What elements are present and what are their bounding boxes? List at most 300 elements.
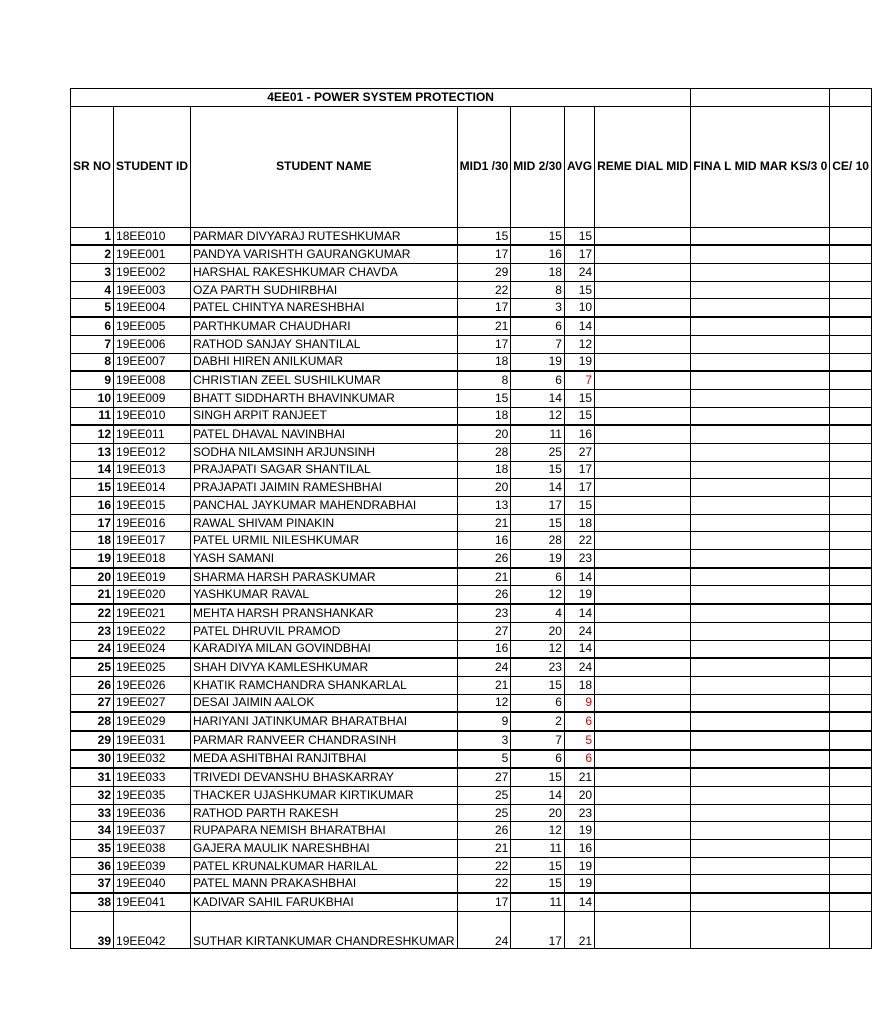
student-name-cell: PATEL DHAVAL NAVINBHAI xyxy=(191,425,458,443)
sr-no-cell: 34 xyxy=(71,822,114,840)
avg-cell: 20 xyxy=(564,787,594,805)
final-mid-cell xyxy=(691,317,830,335)
student-id-cell: 19EE029 xyxy=(114,712,191,731)
avg-cell: 18 xyxy=(564,676,594,694)
remedial-mid-cell xyxy=(595,550,691,568)
remedial-mid-cell xyxy=(595,694,691,712)
avg-cell: 15 xyxy=(564,407,594,425)
student-name-cell: SHARMA HARSH PARASKUMAR xyxy=(191,568,458,586)
student-id-cell: 19EE013 xyxy=(114,461,191,479)
student-name-cell: SINGH ARPIT RANJEET xyxy=(191,407,458,425)
final-mid-cell xyxy=(691,532,830,550)
sr-no-cell: 17 xyxy=(71,514,114,532)
student-name-cell: KADIVAR SAHIL FARUKBHAI xyxy=(191,893,458,911)
student-id-cell: 19EE040 xyxy=(114,875,191,893)
final-mid-cell xyxy=(691,768,830,786)
student-name-cell: SUTHAR KIRTANKUMAR CHANDRESHKUMAR xyxy=(191,911,458,948)
mid2-cell: 15 xyxy=(511,227,565,245)
ce-cell xyxy=(830,461,872,479)
student-id-cell: 19EE006 xyxy=(114,335,191,353)
ce-cell xyxy=(830,804,872,822)
table-row xyxy=(71,227,872,245)
mid1-cell: 26 xyxy=(457,586,511,604)
mid1-cell: 26 xyxy=(457,550,511,568)
final-mid-cell xyxy=(691,804,830,822)
ce-cell xyxy=(830,768,872,786)
mid1-cell: 27 xyxy=(457,622,511,640)
remedial-mid-cell xyxy=(595,407,691,425)
final-mid-cell xyxy=(691,875,830,893)
student-name-cell: PARMAR RANVEER CHANDRASINH xyxy=(191,731,458,750)
ce-cell xyxy=(830,353,872,371)
table-row xyxy=(71,425,872,443)
remedial-mid-cell xyxy=(595,479,691,497)
ce-cell xyxy=(830,911,872,948)
remedial-mid-cell xyxy=(595,712,691,731)
mid1-cell: 25 xyxy=(457,787,511,805)
student-name-cell: KHATIK RAMCHANDRA SHANKARLAL xyxy=(191,676,458,694)
ce-cell xyxy=(830,335,872,353)
sr-no-cell: 21 xyxy=(71,586,114,604)
ce-cell xyxy=(830,712,872,731)
mid1-cell: 25 xyxy=(457,804,511,822)
final-mid-cell xyxy=(691,676,830,694)
remedial-mid-cell xyxy=(595,640,691,658)
mid2-cell: 15 xyxy=(511,461,565,479)
final-mid-cell xyxy=(691,586,830,604)
mid1-cell: 17 xyxy=(457,335,511,353)
student-name-cell: DESAI JAIMIN AALOK xyxy=(191,694,458,712)
mid2-cell: 6 xyxy=(511,750,565,769)
ce-cell xyxy=(830,694,872,712)
ce-cell xyxy=(830,479,872,497)
avg-cell: 15 xyxy=(564,281,594,299)
ce-cell xyxy=(830,822,872,840)
student-name-cell: PARMAR DIVYARAJ RUTESHKUMAR xyxy=(191,227,458,245)
final-mid-cell xyxy=(691,550,830,568)
ce-cell xyxy=(830,514,872,532)
header-ce: CE/ 10 xyxy=(830,106,872,227)
remedial-mid-cell xyxy=(595,317,691,335)
header-avg: AVG xyxy=(564,106,594,227)
remedial-mid-cell xyxy=(595,461,691,479)
avg-cell: 15 xyxy=(564,389,594,407)
mid2-cell: 15 xyxy=(511,676,565,694)
table-row xyxy=(71,479,872,497)
mid2-cell: 6 xyxy=(511,371,565,389)
table-row xyxy=(71,822,872,840)
sr-no-cell: 39 xyxy=(71,911,114,948)
sr-no-cell: 16 xyxy=(71,497,114,515)
final-mid-cell xyxy=(691,822,830,840)
table-row xyxy=(71,568,872,586)
mid2-cell: 15 xyxy=(511,768,565,786)
ce-cell xyxy=(830,227,872,245)
table-row xyxy=(71,712,872,731)
mid1-cell: 17 xyxy=(457,893,511,911)
sr-no-cell: 38 xyxy=(71,893,114,911)
mid2-cell: 7 xyxy=(511,335,565,353)
title-row xyxy=(71,89,872,107)
student-id-cell: 18EE010 xyxy=(114,227,191,245)
avg-cell: 19 xyxy=(564,857,594,875)
mid1-cell: 13 xyxy=(457,497,511,515)
avg-cell: 24 xyxy=(564,658,594,676)
sr-no-cell: 22 xyxy=(71,604,114,622)
mid2-cell: 19 xyxy=(511,353,565,371)
table-row xyxy=(71,731,872,750)
mid2-cell: 6 xyxy=(511,317,565,335)
ce-cell xyxy=(830,875,872,893)
sr-no-cell: 2 xyxy=(71,245,114,263)
table-row xyxy=(71,264,872,282)
mid1-cell: 15 xyxy=(457,389,511,407)
mid2-cell: 4 xyxy=(511,604,565,622)
ce-cell xyxy=(830,893,872,911)
ce-cell xyxy=(830,532,872,550)
sr-no-cell: 11 xyxy=(71,407,114,425)
mid2-cell: 12 xyxy=(511,822,565,840)
table-row xyxy=(71,389,872,407)
header-student-id: STUDENT ID xyxy=(114,106,191,227)
avg-cell: 15 xyxy=(564,227,594,245)
final-mid-cell xyxy=(691,568,830,586)
mid1-cell: 9 xyxy=(457,712,511,731)
student-name-cell: YASH SAMANI xyxy=(191,550,458,568)
avg-cell: 17 xyxy=(564,479,594,497)
student-id-cell: 19EE042 xyxy=(114,911,191,948)
mid1-cell: 23 xyxy=(457,604,511,622)
mid1-cell: 21 xyxy=(457,317,511,335)
final-mid-cell xyxy=(691,731,830,750)
remedial-mid-cell xyxy=(595,245,691,263)
mid1-cell: 18 xyxy=(457,461,511,479)
remedial-mid-cell xyxy=(595,532,691,550)
avg-cell: 19 xyxy=(564,822,594,840)
sr-no-cell: 15 xyxy=(71,479,114,497)
remedial-mid-cell xyxy=(595,822,691,840)
table-row xyxy=(71,694,872,712)
mid1-cell: 24 xyxy=(457,658,511,676)
mid2-cell: 17 xyxy=(511,911,565,948)
ce-cell xyxy=(830,497,872,515)
student-id-cell: 19EE017 xyxy=(114,532,191,550)
remedial-mid-cell xyxy=(595,586,691,604)
mid1-cell: 16 xyxy=(457,640,511,658)
student-id-cell: 19EE003 xyxy=(114,281,191,299)
table-row xyxy=(71,514,872,532)
mid2-cell: 14 xyxy=(511,389,565,407)
sr-no-cell: 18 xyxy=(71,532,114,550)
remedial-mid-cell xyxy=(595,299,691,317)
sr-no-cell: 32 xyxy=(71,787,114,805)
student-name-cell: PRAJAPATI SAGAR SHANTILAL xyxy=(191,461,458,479)
student-name-cell: SODHA NILAMSINH ARJUNSINH xyxy=(191,443,458,461)
table-row xyxy=(71,550,872,568)
student-id-cell: 19EE001 xyxy=(114,245,191,263)
avg-cell: 15 xyxy=(564,497,594,515)
student-name-cell: RATHOD PARTH RAKESH xyxy=(191,804,458,822)
final-mid-cell xyxy=(691,514,830,532)
table-row xyxy=(71,893,872,911)
mid1-cell: 21 xyxy=(457,568,511,586)
sr-no-cell: 25 xyxy=(71,658,114,676)
student-name-cell: PATEL URMIL NILESHKUMAR xyxy=(191,532,458,550)
final-mid-cell xyxy=(691,694,830,712)
final-mid-cell xyxy=(691,622,830,640)
sr-no-cell: 36 xyxy=(71,857,114,875)
final-mid-cell xyxy=(691,264,830,282)
student-name-cell: CHRISTIAN ZEEL SUSHILKUMAR xyxy=(191,371,458,389)
table-row xyxy=(71,353,872,371)
mid1-cell: 22 xyxy=(457,281,511,299)
sr-no-cell: 20 xyxy=(71,568,114,586)
sheet-title: 4EE01 - POWER SYSTEM PROTECTION xyxy=(71,89,691,107)
ce-cell xyxy=(830,371,872,389)
mid1-cell: 29 xyxy=(457,264,511,282)
student-name-cell: MEHTA HARSH PRANSHANKAR xyxy=(191,604,458,622)
ce-cell xyxy=(830,676,872,694)
table-row xyxy=(71,622,872,640)
ce-cell xyxy=(830,425,872,443)
remedial-mid-cell xyxy=(595,425,691,443)
mid1-cell: 17 xyxy=(457,299,511,317)
table-row xyxy=(71,245,872,263)
mid2-cell: 25 xyxy=(511,443,565,461)
final-mid-cell xyxy=(691,389,830,407)
mid2-cell: 17 xyxy=(511,497,565,515)
mid1-cell: 21 xyxy=(457,514,511,532)
table-row xyxy=(71,461,872,479)
mid1-cell: 8 xyxy=(457,371,511,389)
sr-no-cell: 29 xyxy=(71,731,114,750)
table-row xyxy=(71,299,872,317)
avg-cell: 21 xyxy=(564,911,594,948)
remedial-mid-cell xyxy=(595,371,691,389)
mid2-cell: 12 xyxy=(511,640,565,658)
remedial-mid-cell xyxy=(595,264,691,282)
table-row xyxy=(71,586,872,604)
remedial-mid-cell xyxy=(595,497,691,515)
sr-no-cell: 10 xyxy=(71,389,114,407)
avg-cell: 9 xyxy=(564,694,594,712)
table-row xyxy=(71,407,872,425)
student-id-cell: 19EE019 xyxy=(114,568,191,586)
ce-cell xyxy=(830,857,872,875)
mid1-cell: 20 xyxy=(457,479,511,497)
ce-cell xyxy=(830,586,872,604)
remedial-mid-cell xyxy=(595,335,691,353)
student-id-cell: 19EE039 xyxy=(114,857,191,875)
mid2-cell: 15 xyxy=(511,514,565,532)
student-id-cell: 19EE011 xyxy=(114,425,191,443)
mid2-cell: 16 xyxy=(511,245,565,263)
student-name-cell: PATEL KRUNALKUMAR HARILAL xyxy=(191,857,458,875)
mid2-cell: 23 xyxy=(511,658,565,676)
student-id-cell: 19EE026 xyxy=(114,676,191,694)
sr-no-cell: 31 xyxy=(71,768,114,786)
final-mid-cell xyxy=(691,245,830,263)
final-mid-cell xyxy=(691,658,830,676)
avg-cell: 23 xyxy=(564,550,594,568)
avg-cell: 27 xyxy=(564,443,594,461)
sr-no-cell: 4 xyxy=(71,281,114,299)
student-id-cell: 19EE002 xyxy=(114,264,191,282)
student-id-cell: 19EE022 xyxy=(114,622,191,640)
empty-cell xyxy=(830,89,872,107)
student-id-cell: 19EE031 xyxy=(114,731,191,750)
table-row xyxy=(71,335,872,353)
student-id-cell: 19EE038 xyxy=(114,840,191,858)
sr-no-cell: 7 xyxy=(71,335,114,353)
mid2-cell: 6 xyxy=(511,694,565,712)
avg-cell: 22 xyxy=(564,532,594,550)
mid1-cell: 26 xyxy=(457,822,511,840)
student-id-cell: 19EE032 xyxy=(114,750,191,769)
avg-cell: 24 xyxy=(564,264,594,282)
remedial-mid-cell xyxy=(595,227,691,245)
student-id-cell: 19EE033 xyxy=(114,768,191,786)
student-name-cell: RAWAL SHIVAM PINAKIN xyxy=(191,514,458,532)
avg-cell: 17 xyxy=(564,461,594,479)
remedial-mid-cell xyxy=(595,658,691,676)
ce-cell xyxy=(830,389,872,407)
mid1-cell: 24 xyxy=(457,911,511,948)
sr-no-cell: 33 xyxy=(71,804,114,822)
student-name-cell: DABHI HIREN ANILKUMAR xyxy=(191,353,458,371)
student-id-cell: 19EE016 xyxy=(114,514,191,532)
final-mid-cell xyxy=(691,335,830,353)
mid2-cell: 8 xyxy=(511,281,565,299)
sr-no-cell: 1 xyxy=(71,227,114,245)
student-id-cell: 19EE010 xyxy=(114,407,191,425)
ce-cell xyxy=(830,317,872,335)
avg-cell: 14 xyxy=(564,893,594,911)
remedial-mid-cell xyxy=(595,676,691,694)
sr-no-cell: 6 xyxy=(71,317,114,335)
sr-no-cell: 37 xyxy=(71,875,114,893)
final-mid-cell xyxy=(691,750,830,769)
student-id-cell: 19EE020 xyxy=(114,586,191,604)
remedial-mid-cell xyxy=(595,389,691,407)
header-mid2: MID 2/30 xyxy=(511,106,565,227)
student-id-cell: 19EE009 xyxy=(114,389,191,407)
mid2-cell: 14 xyxy=(511,479,565,497)
marks-table xyxy=(70,88,872,949)
student-name-cell: GAJERA MAULIK NARESHBHAI xyxy=(191,840,458,858)
mid2-cell: 2 xyxy=(511,712,565,731)
student-name-cell: PARTHKUMAR CHAUDHARI xyxy=(191,317,458,335)
ce-cell xyxy=(830,840,872,858)
final-mid-cell xyxy=(691,857,830,875)
sr-no-cell: 30 xyxy=(71,750,114,769)
student-name-cell: SHAH DIVYA KAMLESHKUMAR xyxy=(191,658,458,676)
avg-cell: 10 xyxy=(564,299,594,317)
ce-cell xyxy=(830,640,872,658)
remedial-mid-cell xyxy=(595,731,691,750)
mid2-cell: 12 xyxy=(511,586,565,604)
ce-cell xyxy=(830,658,872,676)
header-final-mid-marks: FINA L MID MAR KS/3 0 xyxy=(691,106,830,227)
ce-cell xyxy=(830,787,872,805)
sr-no-cell: 24 xyxy=(71,640,114,658)
sr-no-cell: 13 xyxy=(71,443,114,461)
remedial-mid-cell xyxy=(595,443,691,461)
mid2-cell: 3 xyxy=(511,299,565,317)
avg-cell: 17 xyxy=(564,245,594,263)
table-row xyxy=(71,317,872,335)
student-name-cell: PRAJAPATI JAIMIN RAMESHBHAI xyxy=(191,479,458,497)
avg-cell: 6 xyxy=(564,750,594,769)
student-name-cell: PATEL MANN PRAKASHBHAI xyxy=(191,875,458,893)
final-mid-cell xyxy=(691,299,830,317)
student-id-cell: 19EE021 xyxy=(114,604,191,622)
student-id-cell: 19EE004 xyxy=(114,299,191,317)
table-row xyxy=(71,911,872,948)
remedial-mid-cell xyxy=(595,768,691,786)
table-row xyxy=(71,875,872,893)
table-row xyxy=(71,604,872,622)
remedial-mid-cell xyxy=(595,875,691,893)
final-mid-cell xyxy=(691,712,830,731)
mid1-cell: 21 xyxy=(457,676,511,694)
student-name-cell: KARADIYA MILAN GOVINDBHAI xyxy=(191,640,458,658)
final-mid-cell xyxy=(691,461,830,479)
remedial-mid-cell xyxy=(595,604,691,622)
final-mid-cell xyxy=(691,893,830,911)
student-id-cell: 19EE015 xyxy=(114,497,191,515)
student-id-cell: 19EE035 xyxy=(114,787,191,805)
mid1-cell: 15 xyxy=(457,227,511,245)
final-mid-cell xyxy=(691,353,830,371)
avg-cell: 12 xyxy=(564,335,594,353)
ce-cell xyxy=(830,568,872,586)
table-row xyxy=(71,281,872,299)
ce-cell xyxy=(830,281,872,299)
final-mid-cell xyxy=(691,640,830,658)
ce-cell xyxy=(830,299,872,317)
student-name-cell: HARIYANI JATINKUMAR BHARATBHAI xyxy=(191,712,458,731)
table-row xyxy=(71,443,872,461)
mid2-cell: 15 xyxy=(511,875,565,893)
ce-cell xyxy=(830,550,872,568)
mid2-cell: 11 xyxy=(511,840,565,858)
table-row xyxy=(71,804,872,822)
sr-no-cell: 3 xyxy=(71,264,114,282)
sr-no-cell: 26 xyxy=(71,676,114,694)
student-name-cell: THACKER UJASHKUMAR KIRTIKUMAR xyxy=(191,787,458,805)
mid1-cell: 5 xyxy=(457,750,511,769)
ce-cell xyxy=(830,407,872,425)
student-name-cell: BHATT SIDDHARTH BHAVINKUMAR xyxy=(191,389,458,407)
mid1-cell: 21 xyxy=(457,840,511,858)
student-id-cell: 19EE018 xyxy=(114,550,191,568)
mid1-cell: 22 xyxy=(457,857,511,875)
table-row xyxy=(71,371,872,389)
table-row xyxy=(71,532,872,550)
sr-no-cell: 28 xyxy=(71,712,114,731)
student-id-cell: 19EE007 xyxy=(114,353,191,371)
final-mid-cell xyxy=(691,407,830,425)
final-mid-cell xyxy=(691,787,830,805)
avg-cell: 6 xyxy=(564,712,594,731)
avg-cell: 16 xyxy=(564,425,594,443)
final-mid-cell xyxy=(691,425,830,443)
avg-cell: 7 xyxy=(564,371,594,389)
mid1-cell: 18 xyxy=(457,407,511,425)
final-mid-cell xyxy=(691,227,830,245)
final-mid-cell xyxy=(691,443,830,461)
